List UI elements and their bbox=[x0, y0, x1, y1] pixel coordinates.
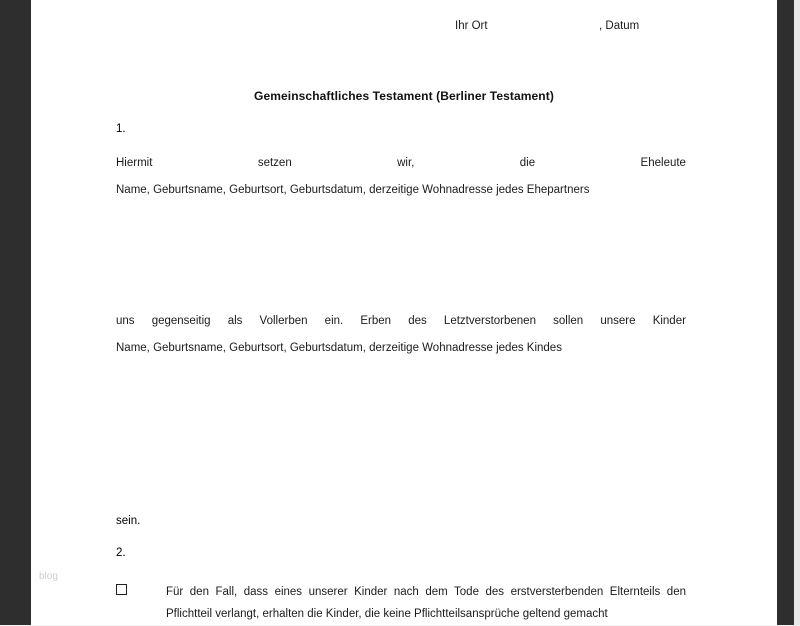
paragraph-1-word: die bbox=[519, 157, 536, 169]
paragraph-2-word: uns bbox=[116, 315, 135, 327]
paragraph-1-line bbox=[116, 157, 686, 169]
left-gutter bbox=[0, 0, 31, 625]
paragraph-1-word: Hiermit bbox=[116, 157, 153, 169]
paragraph-2-word: Kinder bbox=[652, 315, 686, 327]
placeholder-spouses: Name, Geburtsname, Geburtsort, Geburtsdatum, derzeitige Wohnadresse jedes Ehepartners bbox=[116, 184, 590, 196]
clause-block bbox=[116, 581, 686, 626]
paragraph-2-word: Erben bbox=[360, 315, 392, 327]
right-edge-strip bbox=[794, 0, 800, 625]
paragraph-2-word: unsere bbox=[600, 315, 636, 327]
section-1-number: 1. bbox=[116, 123, 126, 135]
paragraph-1-word: Eheleute bbox=[640, 157, 686, 169]
paragraph-2-word: sollen bbox=[553, 315, 584, 327]
paragraph-1-word: wir, bbox=[397, 157, 415, 169]
paragraph-2-word: gegenseitig bbox=[151, 315, 211, 327]
watermark: blog bbox=[39, 571, 58, 582]
paragraph-2-word: ein. bbox=[324, 315, 344, 327]
section-2-number: 2. bbox=[116, 547, 126, 559]
page-title: Gemeinschaftliches Testament (Berliner Testament) bbox=[254, 89, 554, 103]
paragraph-2-word: als bbox=[227, 315, 243, 327]
document-page bbox=[31, 0, 777, 625]
closing-word: sein. bbox=[116, 515, 141, 527]
header-ort: Ihr Ort bbox=[455, 20, 488, 32]
header-datum: , Datum bbox=[599, 20, 640, 32]
clause-text: Für den Fall, dass eines unserer Kinder nach dem Tode des erstversterbenden Elternteils den Pflichtteil verlangt, erhalten die Kinder, die keine Pflichtteilsansprüche geltend gemacht bbox=[166, 586, 686, 621]
paragraph-1-word: setzen bbox=[257, 157, 292, 169]
paragraph-2-line bbox=[116, 315, 686, 327]
paragraph-2-word: Letztverstorbenen bbox=[443, 315, 536, 327]
paragraph-2-word: des bbox=[408, 315, 427, 327]
paragraph-2-word: Vollerben bbox=[259, 315, 308, 327]
document-header bbox=[31, 20, 777, 40]
placeholder-children: Name, Geburtsname, Geburtsort, Geburtsdatum, derzeitige Wohnadresse jedes Kindes bbox=[116, 342, 562, 354]
checkbox-icon[interactable] bbox=[116, 584, 127, 595]
